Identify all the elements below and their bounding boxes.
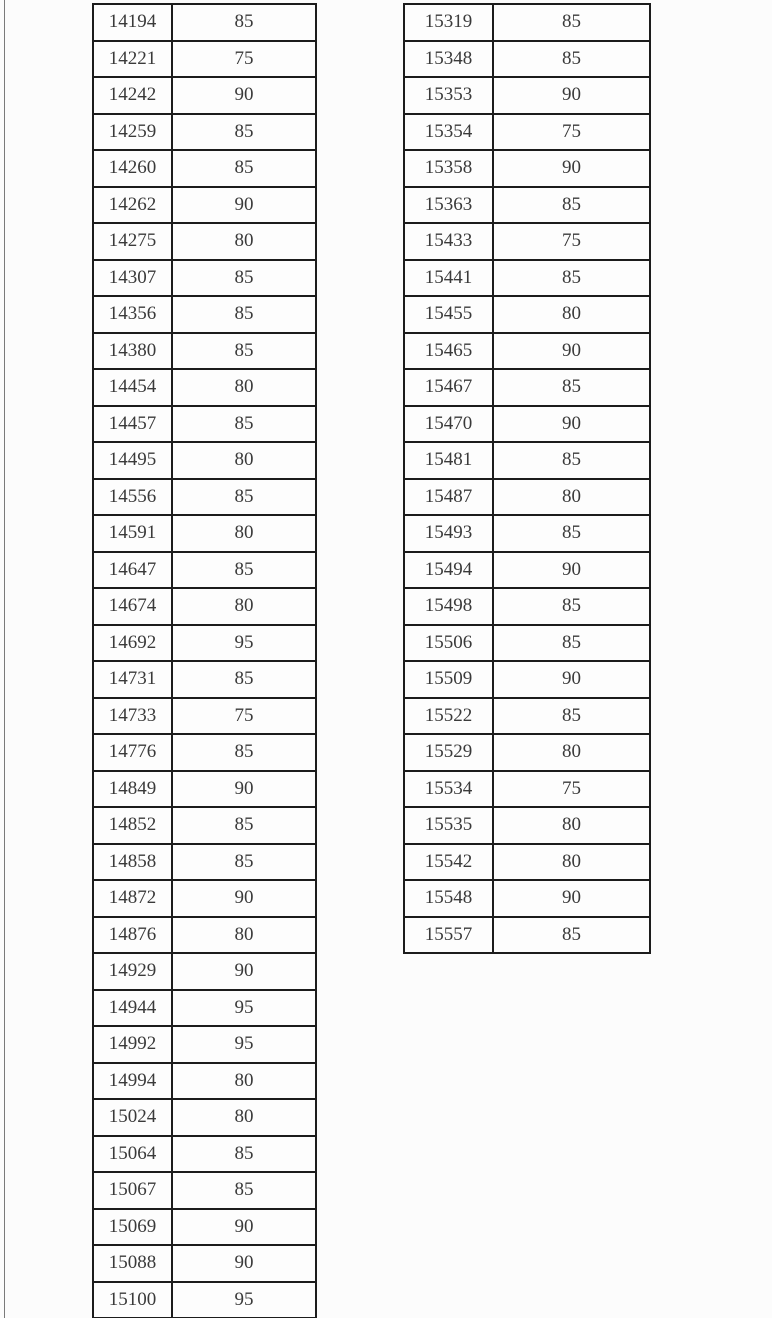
number-cell: 15100 — [93, 1282, 172, 1318]
table-row — [93, 114, 316, 151]
score-cell: 85 — [493, 698, 650, 735]
score-cell: 85 — [493, 260, 650, 297]
table-row — [404, 296, 650, 333]
number-cell: 15481 — [404, 442, 493, 479]
score-cell: 85 — [493, 588, 650, 625]
score-cell: 85 — [493, 187, 650, 224]
table-row — [404, 406, 650, 443]
score-cell: 80 — [493, 807, 650, 844]
table-row — [93, 77, 316, 114]
table-row — [404, 442, 650, 479]
number-cell: 15542 — [404, 844, 493, 881]
table-row — [404, 369, 650, 406]
table-row — [404, 223, 650, 260]
table-row — [404, 4, 650, 41]
score-cell: 85 — [172, 479, 316, 516]
score-cell: 90 — [493, 406, 650, 443]
number-cell: 14994 — [93, 1063, 172, 1100]
table-row — [93, 1026, 316, 1063]
table-row — [93, 406, 316, 443]
table-row — [404, 114, 650, 151]
score-cell: 80 — [172, 588, 316, 625]
number-cell: 14307 — [93, 260, 172, 297]
table-row — [404, 588, 650, 625]
table-row — [404, 41, 650, 78]
number-cell: 14852 — [93, 807, 172, 844]
score-cell: 90 — [172, 187, 316, 224]
number-cell: 14733 — [93, 698, 172, 735]
table-row — [404, 260, 650, 297]
score-cell: 85 — [493, 369, 650, 406]
number-cell: 15548 — [404, 880, 493, 917]
score-cell: 75 — [493, 223, 650, 260]
table-row — [404, 333, 650, 370]
score-cell: 80 — [172, 442, 316, 479]
number-cell: 15088 — [93, 1245, 172, 1282]
table-row — [404, 625, 650, 662]
score-cell: 85 — [172, 406, 316, 443]
score-cell: 85 — [172, 807, 316, 844]
score-table-left — [92, 3, 317, 1318]
number-cell: 15522 — [404, 698, 493, 735]
score-cell: 85 — [172, 260, 316, 297]
number-cell: 15067 — [93, 1172, 172, 1209]
number-cell: 14876 — [93, 917, 172, 954]
table-row — [404, 552, 650, 589]
score-cell: 80 — [172, 917, 316, 954]
score-cell: 85 — [172, 4, 316, 41]
score-cell: 90 — [172, 953, 316, 990]
score-cell: 90 — [172, 77, 316, 114]
score-cell: 90 — [493, 880, 650, 917]
number-cell: 15455 — [404, 296, 493, 333]
number-cell: 14275 — [93, 223, 172, 260]
table-row — [93, 625, 316, 662]
score-cell: 80 — [172, 1099, 316, 1136]
score-cell: 85 — [493, 625, 650, 662]
score-cell: 80 — [172, 223, 316, 260]
table-row — [404, 77, 650, 114]
number-cell: 15529 — [404, 734, 493, 771]
number-cell: 14692 — [93, 625, 172, 662]
table-row — [93, 479, 316, 516]
number-cell: 15467 — [404, 369, 493, 406]
number-cell: 14194 — [93, 4, 172, 41]
score-cell: 90 — [172, 880, 316, 917]
score-cell: 90 — [172, 1209, 316, 1246]
number-cell: 14262 — [93, 187, 172, 224]
table-row — [93, 515, 316, 552]
table-row — [93, 661, 316, 698]
number-cell: 15064 — [93, 1136, 172, 1173]
page-left-edge-line — [4, 0, 5, 1318]
number-cell: 14647 — [93, 552, 172, 589]
table-row — [404, 187, 650, 224]
table-row — [404, 807, 650, 844]
score-cell: 75 — [172, 698, 316, 735]
score-cell: 85 — [172, 1172, 316, 1209]
score-cell: 95 — [172, 625, 316, 662]
number-cell: 14259 — [93, 114, 172, 151]
score-cell: 80 — [493, 844, 650, 881]
table-row — [93, 333, 316, 370]
table-row — [93, 734, 316, 771]
number-cell: 15557 — [404, 917, 493, 954]
number-cell: 15348 — [404, 41, 493, 78]
score-cell: 85 — [493, 515, 650, 552]
table-row — [93, 588, 316, 625]
table-row — [93, 369, 316, 406]
number-cell: 14457 — [93, 406, 172, 443]
score-table-right-body — [404, 4, 650, 953]
table-row — [93, 296, 316, 333]
score-cell: 85 — [172, 296, 316, 333]
score-cell: 90 — [493, 661, 650, 698]
number-cell: 14454 — [93, 369, 172, 406]
table-row — [93, 771, 316, 808]
score-cell: 85 — [172, 333, 316, 370]
score-cell: 95 — [172, 1026, 316, 1063]
score-cell: 75 — [493, 771, 650, 808]
number-cell: 14872 — [93, 880, 172, 917]
number-cell: 15535 — [404, 807, 493, 844]
number-cell: 15509 — [404, 661, 493, 698]
number-cell: 15534 — [404, 771, 493, 808]
score-cell: 90 — [493, 77, 650, 114]
number-cell: 15494 — [404, 552, 493, 589]
table-row — [93, 150, 316, 187]
table-row — [404, 771, 650, 808]
table-row — [93, 880, 316, 917]
number-cell: 15024 — [93, 1099, 172, 1136]
score-cell: 85 — [493, 442, 650, 479]
number-cell: 15506 — [404, 625, 493, 662]
number-cell: 14849 — [93, 771, 172, 808]
table-row — [93, 917, 316, 954]
number-cell: 15069 — [93, 1209, 172, 1246]
number-cell: 15493 — [404, 515, 493, 552]
table-row — [93, 1136, 316, 1173]
table-row — [93, 1099, 316, 1136]
table-row — [404, 917, 650, 954]
table-row — [404, 880, 650, 917]
number-cell: 14929 — [93, 953, 172, 990]
table-row — [93, 41, 316, 78]
number-cell: 14556 — [93, 479, 172, 516]
table-row — [93, 1245, 316, 1282]
table-row — [93, 698, 316, 735]
score-cell: 80 — [172, 1063, 316, 1100]
table-row — [93, 844, 316, 881]
number-cell: 15470 — [404, 406, 493, 443]
table-row — [404, 150, 650, 187]
score-cell: 90 — [493, 552, 650, 589]
score-cell: 75 — [172, 41, 316, 78]
table-row — [93, 260, 316, 297]
number-cell: 15441 — [404, 260, 493, 297]
score-cell: 85 — [172, 844, 316, 881]
table-row — [93, 1063, 316, 1100]
score-cell: 75 — [493, 114, 650, 151]
score-table-left-body — [93, 4, 316, 1318]
score-cell: 85 — [493, 4, 650, 41]
score-cell: 85 — [172, 552, 316, 589]
table-row — [93, 1172, 316, 1209]
number-cell: 14944 — [93, 990, 172, 1027]
table-row — [404, 844, 650, 881]
score-cell: 80 — [172, 369, 316, 406]
table-row — [404, 515, 650, 552]
score-cell: 80 — [493, 296, 650, 333]
number-cell: 14242 — [93, 77, 172, 114]
table-row — [93, 223, 316, 260]
number-cell: 15487 — [404, 479, 493, 516]
score-cell: 95 — [172, 990, 316, 1027]
score-cell: 90 — [493, 333, 650, 370]
table-row — [404, 734, 650, 771]
score-cell: 80 — [493, 479, 650, 516]
table-row — [93, 1282, 316, 1318]
table-row — [93, 552, 316, 589]
table-row — [93, 990, 316, 1027]
number-cell: 15363 — [404, 187, 493, 224]
score-cell: 85 — [493, 41, 650, 78]
score-cell: 85 — [493, 917, 650, 954]
number-cell: 15358 — [404, 150, 493, 187]
table-row — [404, 479, 650, 516]
number-cell: 14380 — [93, 333, 172, 370]
number-cell: 14776 — [93, 734, 172, 771]
number-cell: 15319 — [404, 4, 493, 41]
number-cell: 15354 — [404, 114, 493, 151]
number-cell: 14495 — [93, 442, 172, 479]
number-cell: 15465 — [404, 333, 493, 370]
score-cell: 85 — [172, 114, 316, 151]
table-row — [93, 953, 316, 990]
number-cell: 14221 — [93, 41, 172, 78]
table-row — [93, 4, 316, 41]
score-cell: 85 — [172, 1136, 316, 1173]
score-table-right — [403, 3, 651, 954]
number-cell: 14260 — [93, 150, 172, 187]
number-cell: 15498 — [404, 588, 493, 625]
score-cell: 95 — [172, 1282, 316, 1318]
number-cell: 14992 — [93, 1026, 172, 1063]
score-cell: 85 — [172, 661, 316, 698]
table-row — [93, 1209, 316, 1246]
score-cell: 90 — [172, 1245, 316, 1282]
number-cell: 14674 — [93, 588, 172, 625]
number-cell: 14731 — [93, 661, 172, 698]
score-cell: 90 — [493, 150, 650, 187]
table-row — [404, 698, 650, 735]
score-cell: 80 — [172, 515, 316, 552]
score-cell: 90 — [172, 771, 316, 808]
number-cell: 15353 — [404, 77, 493, 114]
score-cell: 85 — [172, 734, 316, 771]
number-cell: 14858 — [93, 844, 172, 881]
table-row — [93, 442, 316, 479]
number-cell: 14591 — [93, 515, 172, 552]
score-cell: 85 — [172, 150, 316, 187]
table-row — [93, 807, 316, 844]
number-cell: 14356 — [93, 296, 172, 333]
number-cell: 15433 — [404, 223, 493, 260]
score-cell: 80 — [493, 734, 650, 771]
table-row — [404, 661, 650, 698]
table-row — [93, 187, 316, 224]
